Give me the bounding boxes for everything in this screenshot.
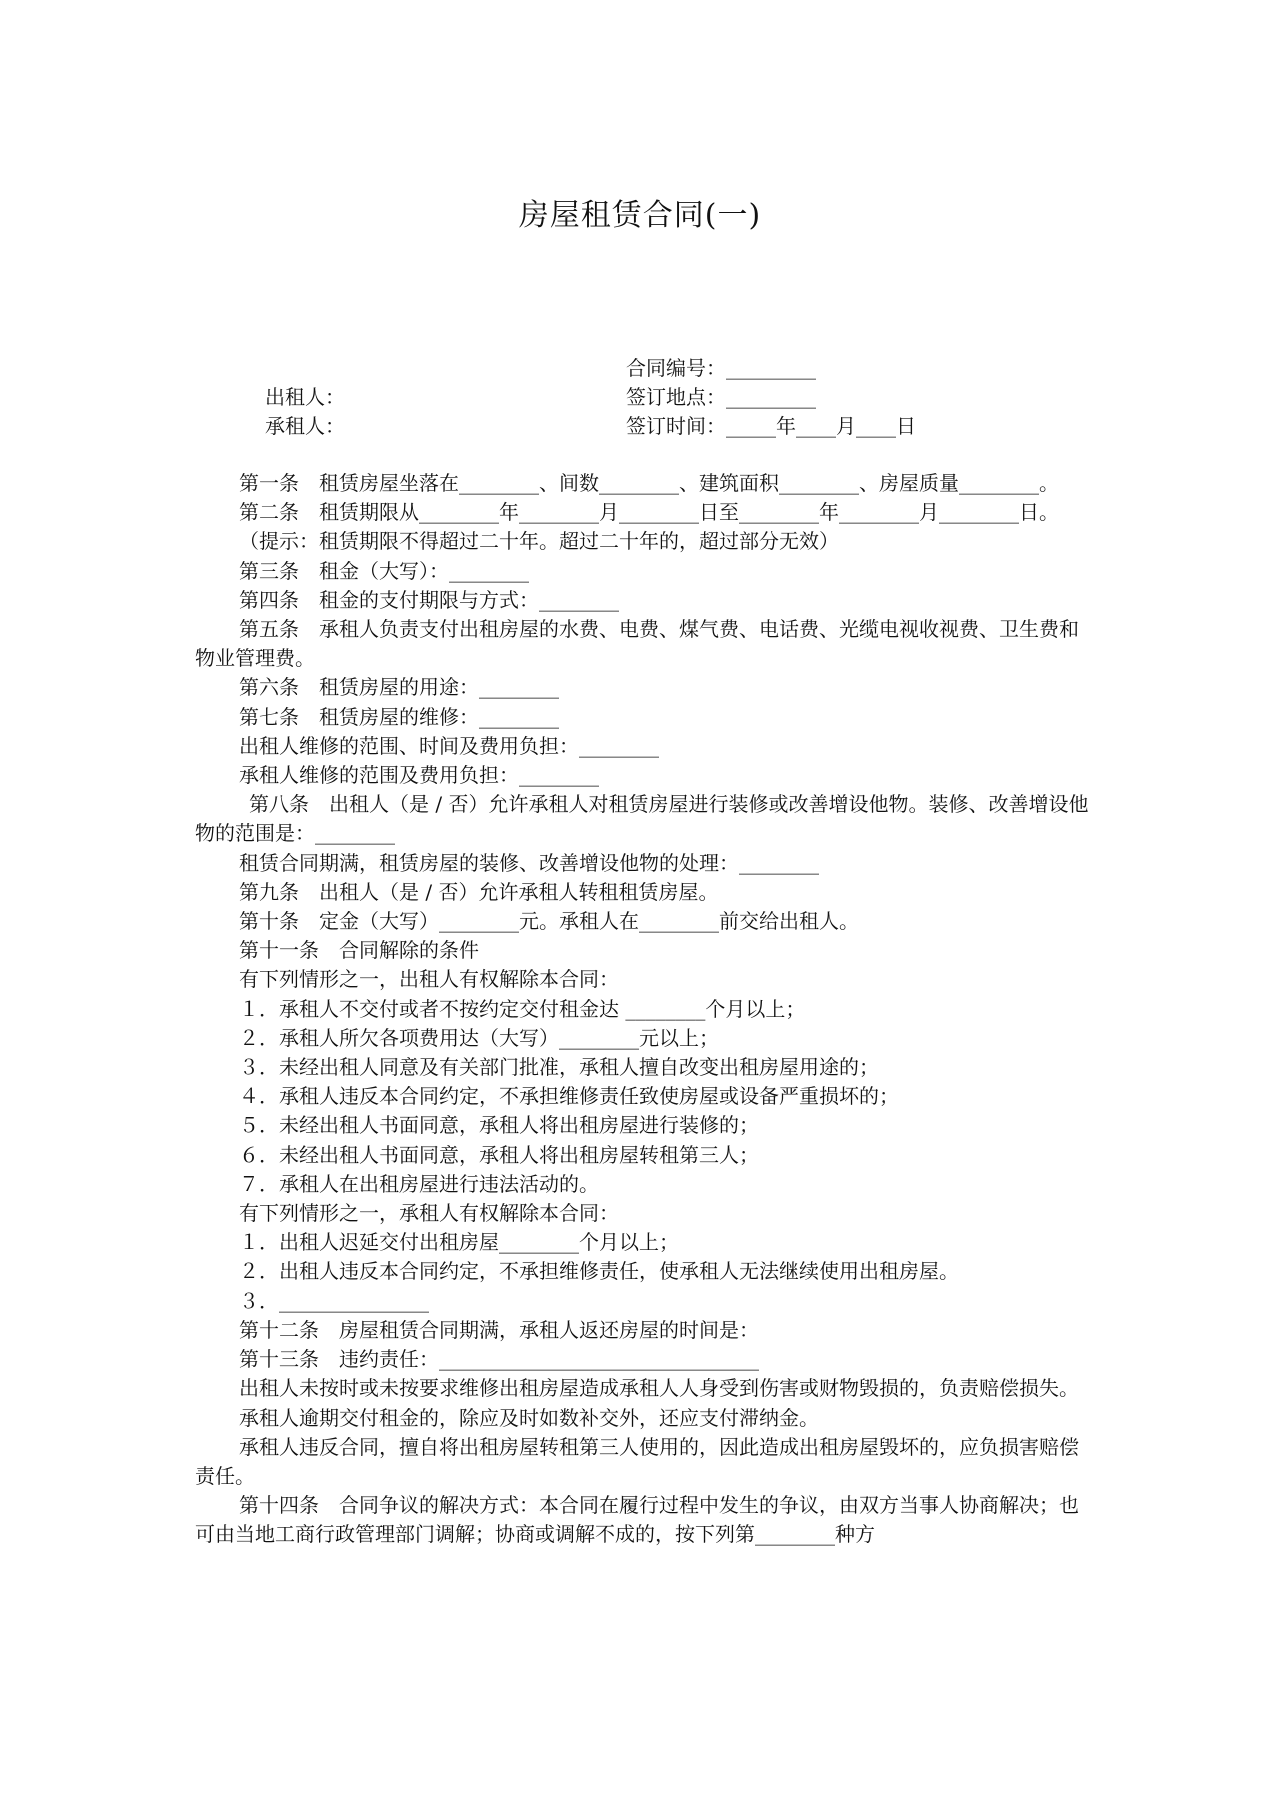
clause-9: 第九条 出租人（是 / 否）允许承租人转租租赁房屋。 [239,879,719,904]
clause-1: 第一条 租赁房屋坐落在________、间数________、建筑面积________、房屋质量________。 [239,471,1059,495]
clause-7: 第七条 租赁房屋的维修：________ [239,704,559,729]
clause-8: 第八条 出租人（是 / 否）允许承租人对租赁房屋进行装修或改善增设他物。装修、改善增设他物的范围是：________ [195,792,1089,846]
clause-5: 第五条 承租人负责支付出租房屋的水费、电费、煤气费、电话费、光缆电视收视费、卫生费和物业管理费。 [195,617,1079,671]
party-block [265,383,345,441]
clause-3: 第三条 租金（大写）：________ [239,558,529,583]
list-item: １．承租人不交付或者不按约定交付租金达 ________个月以上； [239,996,806,1021]
list-item: ４．承租人违反本合同约定，不承担维修责任致使房屋或设备严重损坏的； [239,1084,899,1109]
clause-13: 第十三条 违约责任：________________________________ [239,1347,759,1372]
list-item: ５．未经出租人书面同意，承租人将出租房屋进行装修的； [239,1113,759,1138]
clause-13-late: 承租人逾期交付租金的，除应及时如数补交外，还应支付滞纳金。 [239,1405,819,1430]
page-title: 房屋租赁合同(一) [518,198,762,233]
clause-7-lessee: 承租人维修的范围及费用负担：________ [239,763,599,788]
clause-6: 第六条 租赁房屋的用途：________ [239,675,559,700]
contract-body [195,469,1090,1550]
clause-11: 第十一条 合同解除的条件 [239,938,479,963]
clause-12: 第十二条 房屋租赁合同期满，承租人返还房屋的时间是： [239,1317,759,1342]
clause-2-note: （提示：租赁期限不得超过二十年。超过二十年的，超过部分无效） [239,529,839,554]
clause-7-lessor: 出租人维修的范围、时间及费用负担：________ [239,733,659,758]
signing-place: 签订地点：_________ [626,385,816,409]
clause-13-lessor: 出租人未按时或未按要求维修出租房屋造成承租人人身受到伤害或财物毁损的，负责赔偿损失。 [239,1376,1079,1401]
list-item: ６．未经出租人书面同意，承租人将出租房屋转租第三人； [239,1142,759,1167]
clause-13-sublet: 承租人违反合同，擅自将出租房屋转租第三人使用的，因此造成出租房屋毁坏的，应负损害赔偿责任。 [195,1434,1079,1488]
clause-14: 第十四条 合同争议的解决方式：本合同在履行过程中发生的争议，由双方当事人协商解决；也可由当地工商行政管理部门调解；协商或调解不成的，按下列第________种方 [195,1493,1079,1547]
list-item: ７．承租人在出租房屋进行违法活动的。 [239,1171,599,1196]
contract-number: 合同编号：_________ [626,356,816,380]
list-item: ３．未经出租人同意及有关部门批准，承租人擅自改变出租房屋用途的； [239,1055,879,1080]
signing-date: 签订时间：_____年____月____日 [626,414,916,438]
clause-2: 第二条 租赁期限从________年________月________日至________年________月________日。 [239,500,1059,525]
clause-11-lessor-intro: 有下列情形之一，出租人有权解除本合同： [239,967,619,992]
list-item: ３．_______________ [239,1288,429,1313]
clause-8-expiry: 租赁合同期满，租赁房屋的装修、改善增设他物的处理：________ [239,850,819,875]
contract-info-block [626,354,916,441]
clause-10: 第十条 定金（大写）________元。承租人在________前交给出租人。 [239,909,859,934]
lessee-label: 承租人： [265,414,345,438]
list-item: １．出租人迟延交付出租房屋________个月以上； [239,1230,679,1255]
list-item: ２．承租人所欠各项费用达（大写）________元以上； [239,1025,719,1050]
clause-4: 第四条 租金的支付期限与方式：________ [239,587,619,612]
lessor-label: 出租人： [265,385,345,409]
clause-11-lessee-intro: 有下列情形之一，承租人有权解除本合同： [239,1201,619,1226]
list-item: ２．出租人违反本合同约定，不承担维修责任，使承租人无法继续使用出租房屋。 [239,1259,959,1284]
